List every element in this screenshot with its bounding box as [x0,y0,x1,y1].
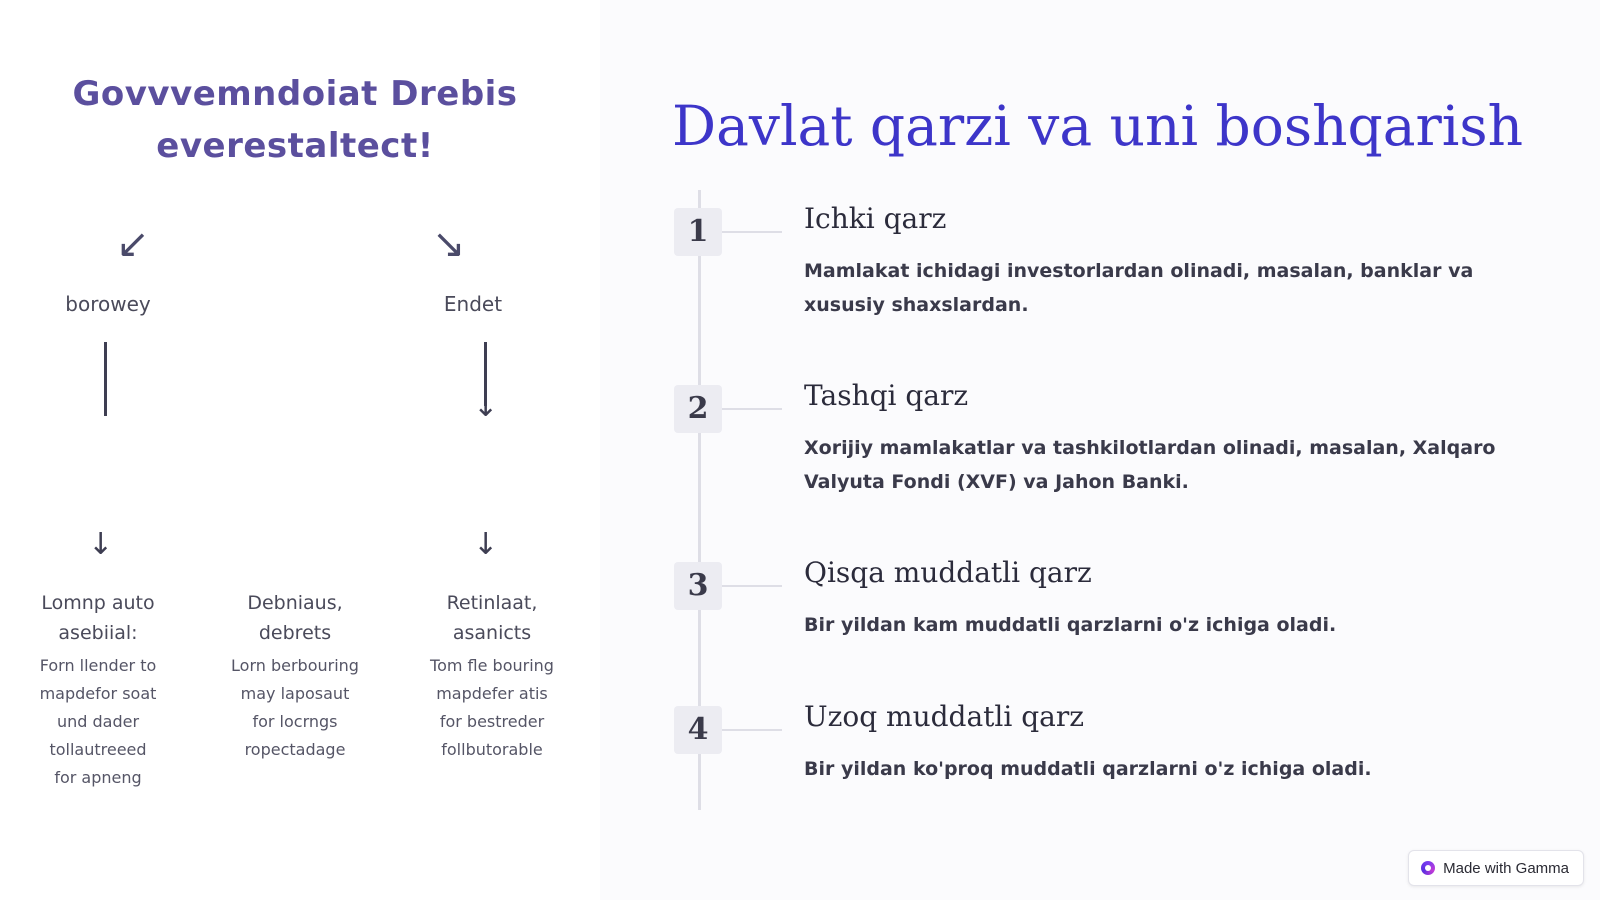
column-body-line: Tom fle bouring [430,656,554,675]
arrow-down-left-icon: ↙ [116,221,150,267]
column-body [412,652,572,764]
column-body [18,652,178,792]
column-heading-line: debrets [258,622,332,644]
left-column-3 [412,588,572,764]
branch-label-borrower: borowey [65,292,151,316]
step-description: Mamlakat ichidagi investorlardan olinadi, masalan, banklar va xususiy shaxslardan. [804,260,1474,316]
arrow-down-right-icon: ↘ [432,221,466,267]
column-body-line: for bestreder [439,712,545,731]
column-heading-line: asebiial: [58,622,138,644]
column-body-line: mapdefor soat [39,684,157,703]
page-title: Davlat qarzi va uni boshqarish [672,94,1524,158]
branch-label-lender: Endet [443,292,503,316]
timeline-connector [722,729,782,731]
step-description: Bir yildan ko'proq muddatli qarzlarni o'z ichiga oladi. [804,758,1372,780]
left-column-2 [215,588,375,764]
badge-label: Made with Gamma [1443,859,1569,877]
step-number: 1 [674,208,722,256]
left-column-1 [18,588,178,792]
column-heading-line: Retinlaat, [446,592,538,614]
step-description: Xorijiy mamlakatlar va tashkilotlardan olinadi, masalan, Xalqaro Valyuta Fondi (XVF) va Jahon Banki. [804,437,1496,493]
column-body-line: may laposaut [240,684,350,703]
step-heading: Qisqa muddatli qarz [804,556,1092,589]
left-title [40,68,550,172]
column-body-line: tollautreeed [49,740,147,759]
column-body [215,652,375,764]
column-heading-line: Lomnp auto [41,592,155,614]
column-heading-line: asanicts [452,622,532,644]
step-heading: Uzoq muddatli qarz [804,700,1084,733]
arrow-down-icon: ↓ [473,527,499,562]
timeline-connector [722,408,782,410]
step-number: 2 [674,385,722,433]
column-body-line: Lorn berbouring [231,656,359,675]
column-body-line: Forn llender to [39,656,157,675]
column-heading [18,588,178,648]
left-panel [0,0,600,900]
column-heading [215,588,375,648]
arrow-down-icon: ↓ [88,527,114,562]
column-heading [412,588,572,648]
column-body-line: ropectadage [244,740,346,759]
column-body-line: for locrngs [252,712,338,731]
timeline-connector [722,231,782,233]
step-number: 4 [674,706,722,754]
column-heading-line: Debniaus, [247,592,343,614]
gamma-logo-icon [1421,861,1435,875]
column-body-line: mapdefer atis [436,684,548,703]
arrow-down-icon: ↓ [473,389,499,424]
step-description: Bir yildan kam muddatli qarzlarni o'z ichiga oladi. [804,614,1337,636]
timeline-connector [722,585,782,587]
made-with-gamma-badge[interactable] [1408,850,1584,886]
column-body-line: for apneng [54,768,142,787]
connector-line-left [104,342,107,416]
left-title-line-2: everestaltect! [156,126,434,166]
column-body-line: follbutorable [441,740,543,759]
step-number: 3 [674,562,722,610]
left-title-line-1: Govvvemndoiat Drebis [72,74,518,114]
step-heading: Tashqi qarz [804,379,969,412]
column-body-line: und dader [56,712,140,731]
step-heading: Ichki qarz [804,202,947,235]
